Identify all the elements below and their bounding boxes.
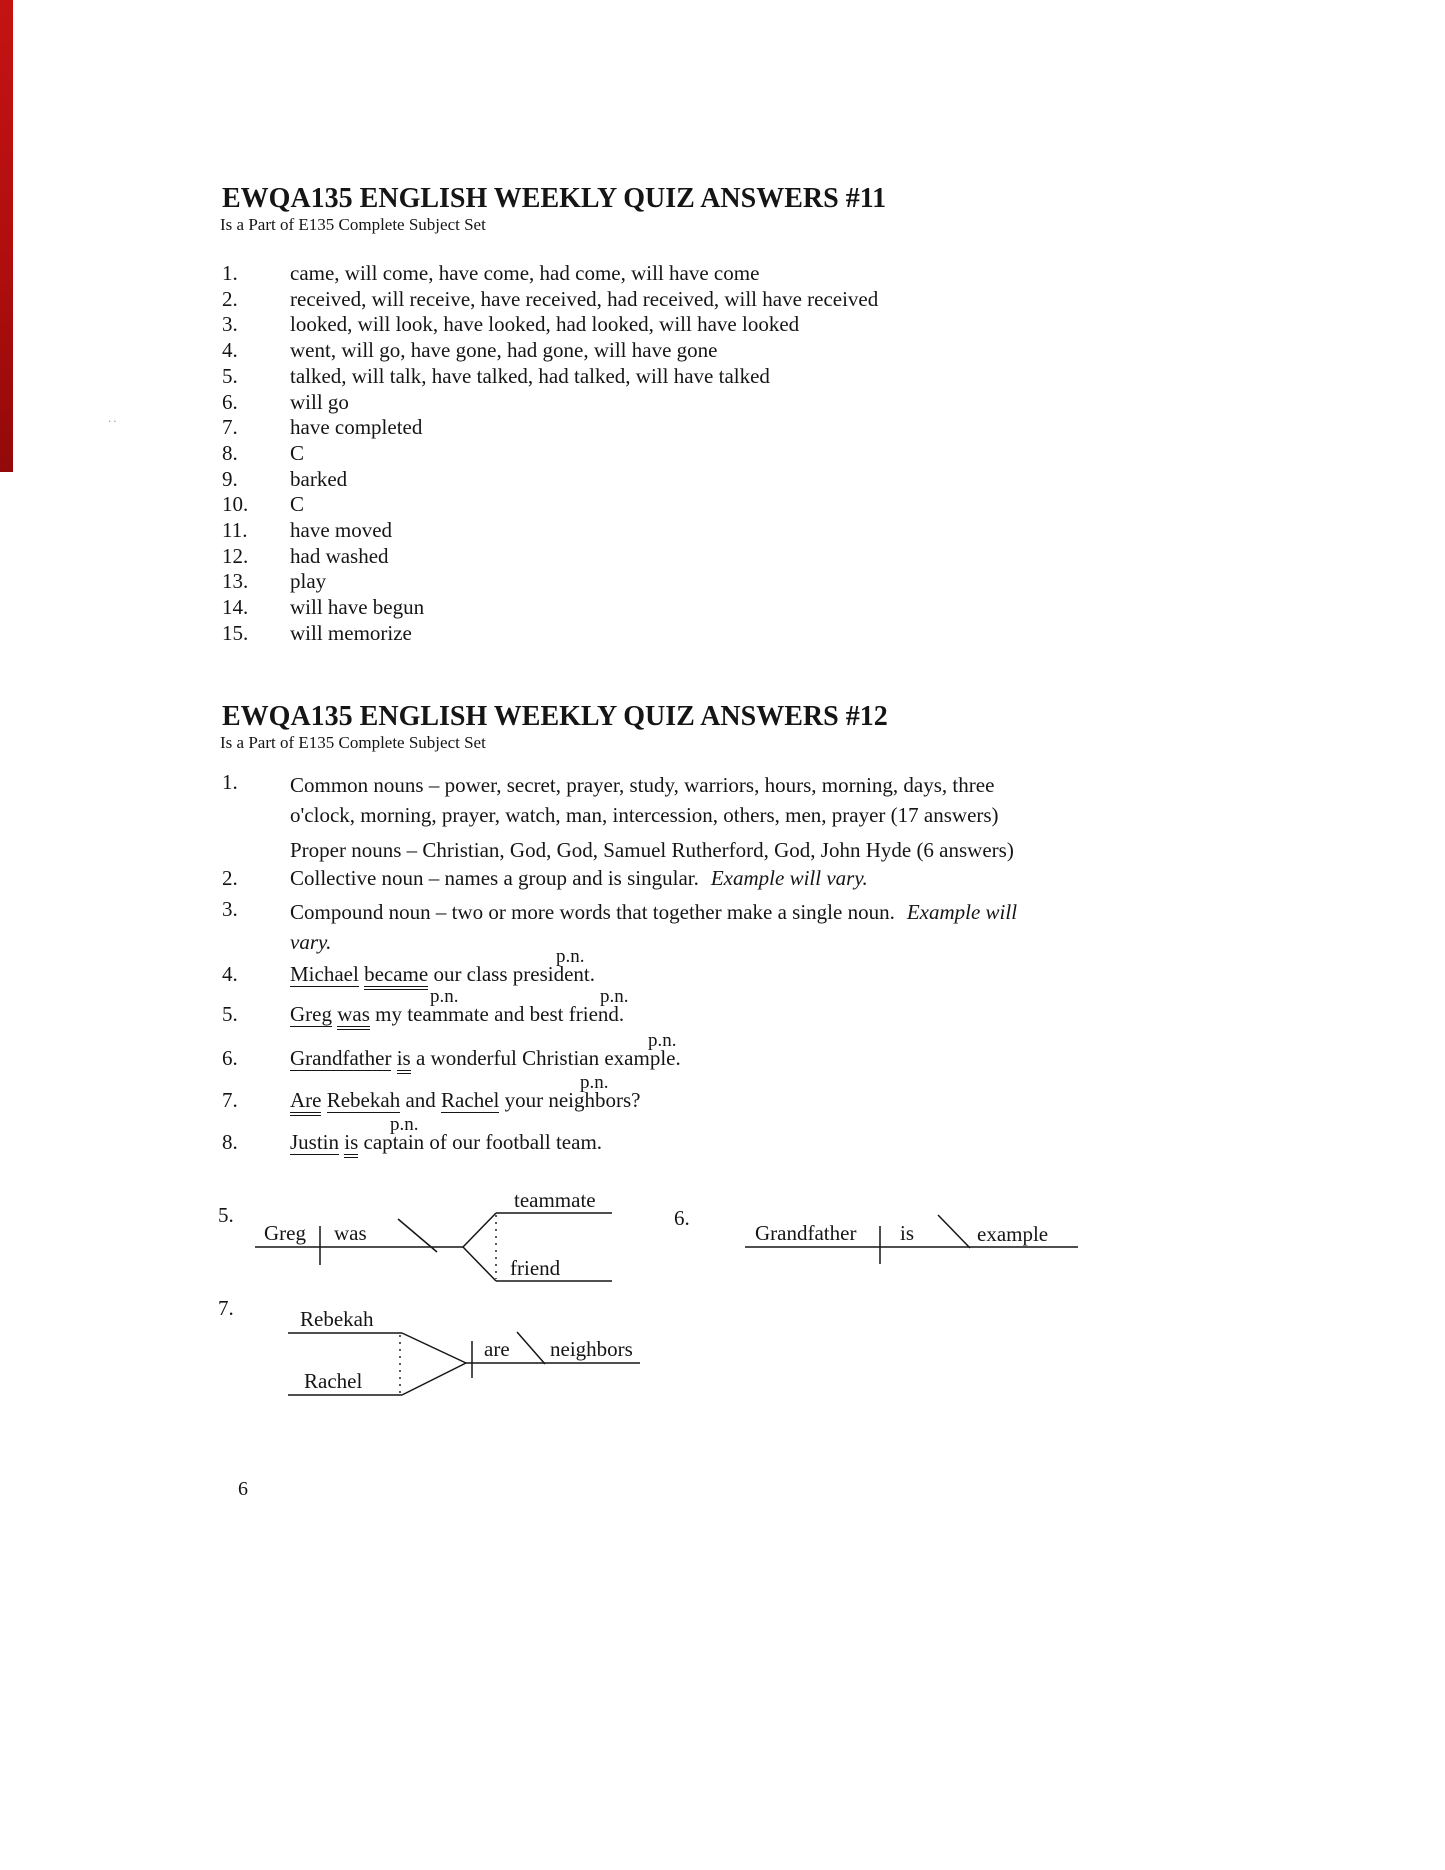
quiz11-title: EWQA135 ENGLISH WEEKLY QUIZ ANSWERS #11 [222,183,887,214]
answer-row [222,287,878,313]
answer-text: barked [290,466,348,491]
diagram-verb: was [334,1221,367,1245]
item-text: Compound noun – two or more words that together make a single noun. [290,900,895,924]
item-content [290,770,1014,865]
answer-number: 7. [222,415,238,440]
answer-text: have moved [290,518,393,543]
quiz11-subtitle: Is a Part of E135 Complete Subject Set [220,215,486,234]
answer-text: have completed [290,415,423,440]
answer-text: will memorize [290,620,412,645]
answer-row [222,261,878,287]
item-number: 8. [222,1130,238,1154]
item-text-line2 [290,927,1017,957]
item-number: 4. [222,962,238,986]
answer-row [222,544,878,570]
answer-row [222,595,878,621]
diagram-complement-bottom: friend [510,1256,561,1280]
answer-number: 3. [222,312,238,337]
answer-item-7 [222,1088,641,1113]
item-number: 5. [222,1002,238,1026]
sentence-verb: Are [290,1088,321,1116]
sentence-rest: your neighbors? [499,1088,641,1112]
diagram-subject-bottom: Rachel [304,1369,363,1393]
answer-text: had washed [290,543,389,568]
diagram-subject: Greg [264,1221,306,1245]
answer-row [222,621,878,647]
answer-text: went, will go, have gone, had gone, will have gone [290,338,718,363]
sentence-subject: Michael [290,962,359,986]
item-number: 7. [222,1088,238,1112]
answer-text: C [290,440,305,465]
answer-text: C [290,492,305,517]
answer-number: 5. [222,363,238,388]
answer-item-6 [222,1046,681,1071]
sentence-diagram-6 [738,1196,1090,1276]
answer-number: 12. [222,543,249,568]
sentence-subject-1: Rebekah [326,1088,401,1112]
pn-label-item4: p.n. [556,946,585,967]
answer-number: 15. [222,620,249,645]
answer-text: came, will come, have come, had come, will have come [290,261,760,285]
diagram-verb: is [900,1221,915,1245]
diagram-subject-top: Rebekah [300,1307,374,1331]
sentence-rest: my teammate and best friend. [369,1002,625,1026]
answer-row [222,338,878,364]
item-example-note-continued: vary. [290,930,332,954]
proper-nouns-line: Proper nouns – Christian, God, God, Samuel Rutherford, God, John Hyde (6 answers) [290,838,1014,862]
answer-item-5 [222,1002,624,1027]
answer-row [222,569,878,595]
sentence-subject-2: Rachel [441,1088,500,1112]
answer-text: will go [290,389,349,414]
item-text: Collective noun – names a group and is singular. [290,866,699,890]
item-number: 3. [222,897,238,921]
sentence-diagram-7 [280,1298,660,1423]
answer-number: 10. [222,492,249,517]
answer-text: talked, will talk, have talked, had talked, will have talked [290,363,770,388]
diagram-verb: are [484,1337,510,1361]
answer-item-4 [222,962,595,987]
common-nouns-line1: Common nouns – power, secret, prayer, study, warriors, hours, morning, days, three [290,773,995,797]
item-number: 1. [222,770,238,794]
quiz12-subtitle: Is a Part of E135 Complete Subject Set [220,733,486,752]
answer-number: 13. [222,569,249,594]
item-example-note: Example will vary. [710,866,868,890]
sentence-subject: Grandfather [290,1046,392,1070]
answer-item-2 [222,866,868,891]
pn-label-item8: p.n. [390,1114,419,1135]
answer-row [222,364,878,390]
diagram-complement: neighbors [550,1337,633,1361]
sentence-rest: our class president. [428,962,595,986]
diagram-number-6: 6. [674,1206,690,1230]
sentence-verb: is [397,1046,411,1074]
sentence-subject: Justin [290,1130,340,1154]
sentence-verb: became [364,962,428,990]
answer-number: 1. [222,261,238,285]
answer-row [222,415,878,441]
answer-number: 6. [222,389,238,414]
item-example-note: Example will [906,900,1018,924]
sentence-rest: captain of our football team. [358,1130,603,1154]
diagram-complement: example [977,1222,1049,1246]
pn-label-item6: p.n. [648,1030,677,1051]
pn-label-item5-friend: p.n. [600,986,629,1007]
answer-row [222,492,878,518]
answer-number: 14. [222,595,249,620]
diagram-number-7: 7. [218,1296,234,1320]
diagram-subject: Grandfather [755,1221,857,1245]
answer-text: play [290,569,327,594]
item-number: 6. [222,1046,238,1070]
answer-row [222,390,878,416]
sentence-verb: is [344,1130,358,1158]
answer-row [222,467,878,493]
item-number: 2. [222,866,238,890]
answer-row [222,518,878,544]
scan-artifact-red-strip [0,0,13,472]
page-number: 6 [238,1478,248,1500]
answer-text: received, will receive, have received, had received, will have received [290,286,879,311]
sentence-mid: and [400,1088,442,1112]
answer-number: 2. [222,286,238,311]
sentence-rest: a wonderful Christian example. [410,1046,681,1070]
sentence-verb: was [337,1002,370,1030]
answer-text: looked, will look, have looked, had looked, will have looked [290,312,800,337]
sentence-diagram-5 [240,1190,640,1310]
diagram-complement-top: teammate [514,1190,596,1212]
sentence-subject: Greg [290,1002,332,1026]
scan-artifact-dots: .. [108,410,119,425]
item-text-line1 [290,897,1017,927]
answer-row [222,312,878,338]
quiz11-answer-list [222,261,878,647]
pn-label-item5-teammate: p.n. [430,986,459,1007]
answer-item-1 [222,770,1014,865]
answer-number: 9. [222,466,238,491]
diagram-number-5: 5. [218,1203,234,1227]
pn-label-item7: p.n. [580,1072,609,1093]
item-content [290,897,1017,957]
answer-text: will have begun [290,595,425,620]
quiz12-title: EWQA135 ENGLISH WEEKLY QUIZ ANSWERS #12 [222,701,888,732]
answer-row [222,441,878,467]
answer-item-8 [222,1130,602,1155]
answer-item-3 [222,897,1017,957]
answer-number: 4. [222,338,238,363]
answer-number: 11. [222,518,248,543]
answer-number: 8. [222,440,238,465]
common-nouns-line2: o'clock, morning, prayer, watch, man, intercession, others, men, prayer (17 answers) [290,803,999,827]
